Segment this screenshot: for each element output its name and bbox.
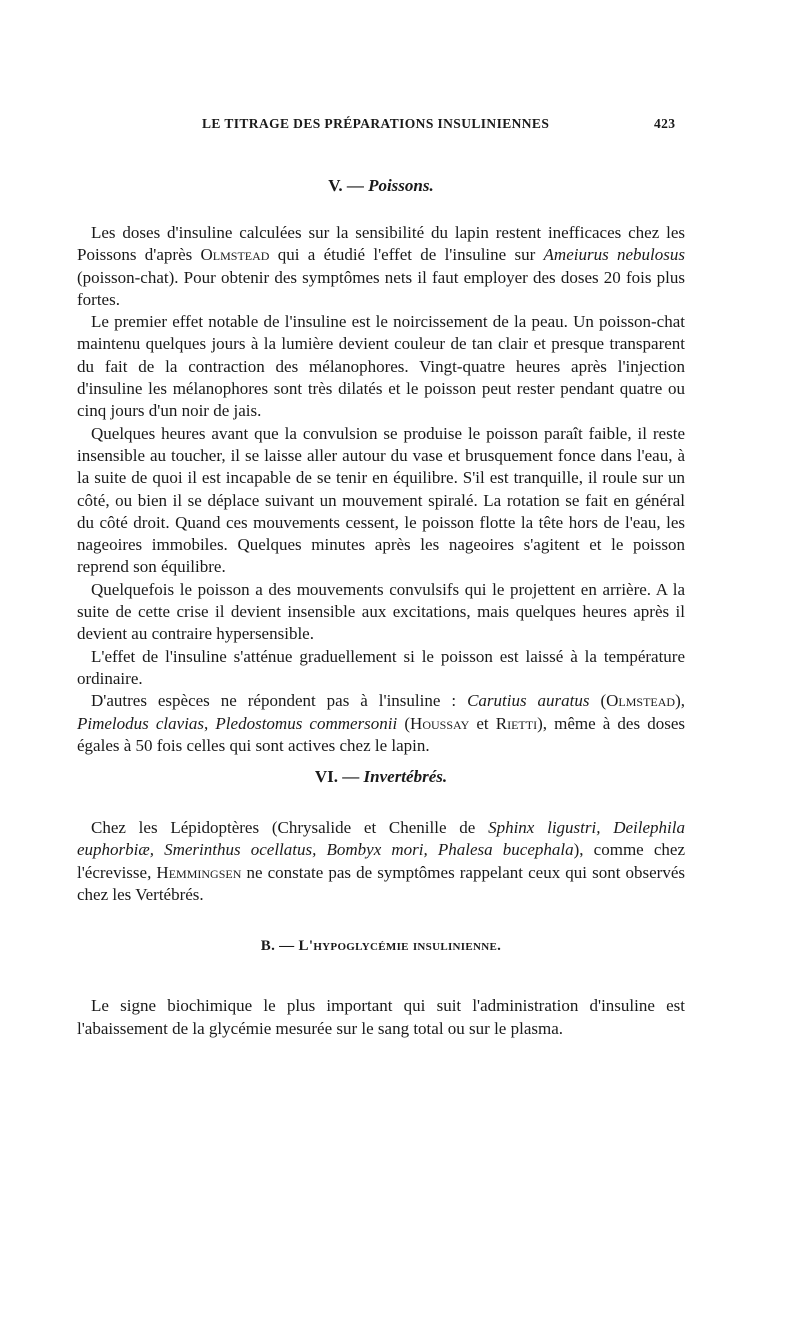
text-run: , bbox=[204, 713, 216, 733]
author-name: Rietti bbox=[495, 713, 538, 733]
text-run: et bbox=[469, 713, 496, 733]
section-label: Invertébrés. bbox=[363, 767, 448, 787]
species-name: Carutius auratus bbox=[467, 691, 590, 711]
section-number: V. — bbox=[328, 176, 364, 195]
paragraph-6 bbox=[77, 690, 685, 757]
paragraph-5: L'effet de l'insuline s'atténue graduellement si le poisson est laissé à la température ordinaire. bbox=[77, 646, 685, 688]
text-run: ne constate pas de symptômes rappelant ceux qui sont observés chez les Vertébrés. bbox=[77, 862, 685, 905]
section-heading-hypoglycemie bbox=[77, 938, 685, 955]
paragraph-8: Le signe biochimique le plus important qui suit l'administration d'insuline est l'abaissement de la glycémie mesurée sur le sang total ou sur le plasma. bbox=[77, 996, 685, 1038]
paragraph-3: Quelques heures avant que la convulsion se produise le poisson paraît faible, il reste insensible au toucher, il se laisse aller autour du vase et brusquement fonce dans l'eau, à la suite de quoi il est incapable de se tenir en équilibre. S'il est tranquille, il roule sur un côté, ou bien il se déplace suivant un mouvement spiralé. La rotation se fait en général du côté droit. Quand ces mouvements cessent, le poisson flotte la tête hors de l'eau, les nageoires immobiles. Quelques minutes après les nageoires s'agitent et le poisson reprend son équilibre. bbox=[77, 423, 685, 577]
author-name: Olmstead bbox=[200, 245, 270, 265]
section-prefix: B. — bbox=[260, 938, 299, 955]
species-name: Pledostomus commersonii bbox=[215, 713, 398, 733]
text-run: Chez les Lépidoptères (Chrysalide et Chenille de bbox=[91, 818, 489, 838]
section-number: VI. — bbox=[314, 767, 360, 787]
text-run: qui a étudié l'effet de l'insuline sur bbox=[269, 245, 544, 265]
section-label: Poissons. bbox=[368, 176, 434, 195]
section-title: L'hypoglycémie insulinienne. bbox=[298, 938, 502, 955]
page-number: 423 bbox=[654, 116, 676, 131]
author-name: Houssay bbox=[410, 713, 470, 733]
species-name: Ameiurus nebulosus bbox=[543, 245, 685, 265]
text-run: ), bbox=[675, 691, 685, 711]
paragraph-7 bbox=[77, 817, 685, 906]
page-body bbox=[77, 176, 685, 1040]
running-head bbox=[0, 116, 800, 140]
section-heading-poissons bbox=[77, 176, 685, 196]
paragraph-2: Le premier effet notable de l'insuline est le noircissement de la peau. Un poisson-chat maintenu quelques jours à la lumière devient couleur de tan clair et presque transparent du fait de la contraction des mélanophores. Vingt-quatre heures après l'injection d'insuline les mélanophores sont très dilatés et le poisson peut rester pendant quatre ou cinq jours d'un noir de jais. bbox=[77, 312, 685, 421]
author-name: Olmstead bbox=[606, 691, 676, 711]
species-list: Sphinx ligustri, Deilephila euphorbiæ, Smerinthus ocellatus, Bombyx mori, Phalesa bucephala bbox=[77, 818, 685, 860]
author-name: Hemmingsen bbox=[156, 862, 242, 882]
text-run: ), comme chez l'écrevisse, bbox=[77, 840, 685, 882]
text-run: Les doses d'insuline calculées sur la sensibilité du lapin restent inefficaces chez les Poissons d'après bbox=[77, 223, 685, 265]
section-heading-invertebres bbox=[77, 767, 685, 787]
text-run: (poisson-chat). Pour obtenir des symptômes nets il faut employer des doses 20 fois plus fortes. bbox=[77, 267, 685, 309]
text-run: ( bbox=[397, 713, 411, 733]
running-head-title: LE TITRAGE DES PRÉPARATIONS INSULINIENNES bbox=[202, 116, 550, 131]
paragraph-4: Quelquefois le poisson a des mouvements convulsifs qui le projettent en arrière. A la suite de cette crise il devient insensible aux excitations, mais quelques heures après il devient au contraire hypersensible. bbox=[77, 579, 685, 644]
text-run: D'autres espèces ne répondent pas à l'insuline : bbox=[91, 691, 468, 711]
paragraph-1 bbox=[77, 222, 685, 311]
text-run: ), même à des doses égales à 50 fois celles qui sont actives chez le lapin. bbox=[77, 713, 685, 755]
text-run: ( bbox=[589, 691, 607, 711]
species-name: Pimelodus clavias bbox=[77, 713, 205, 733]
